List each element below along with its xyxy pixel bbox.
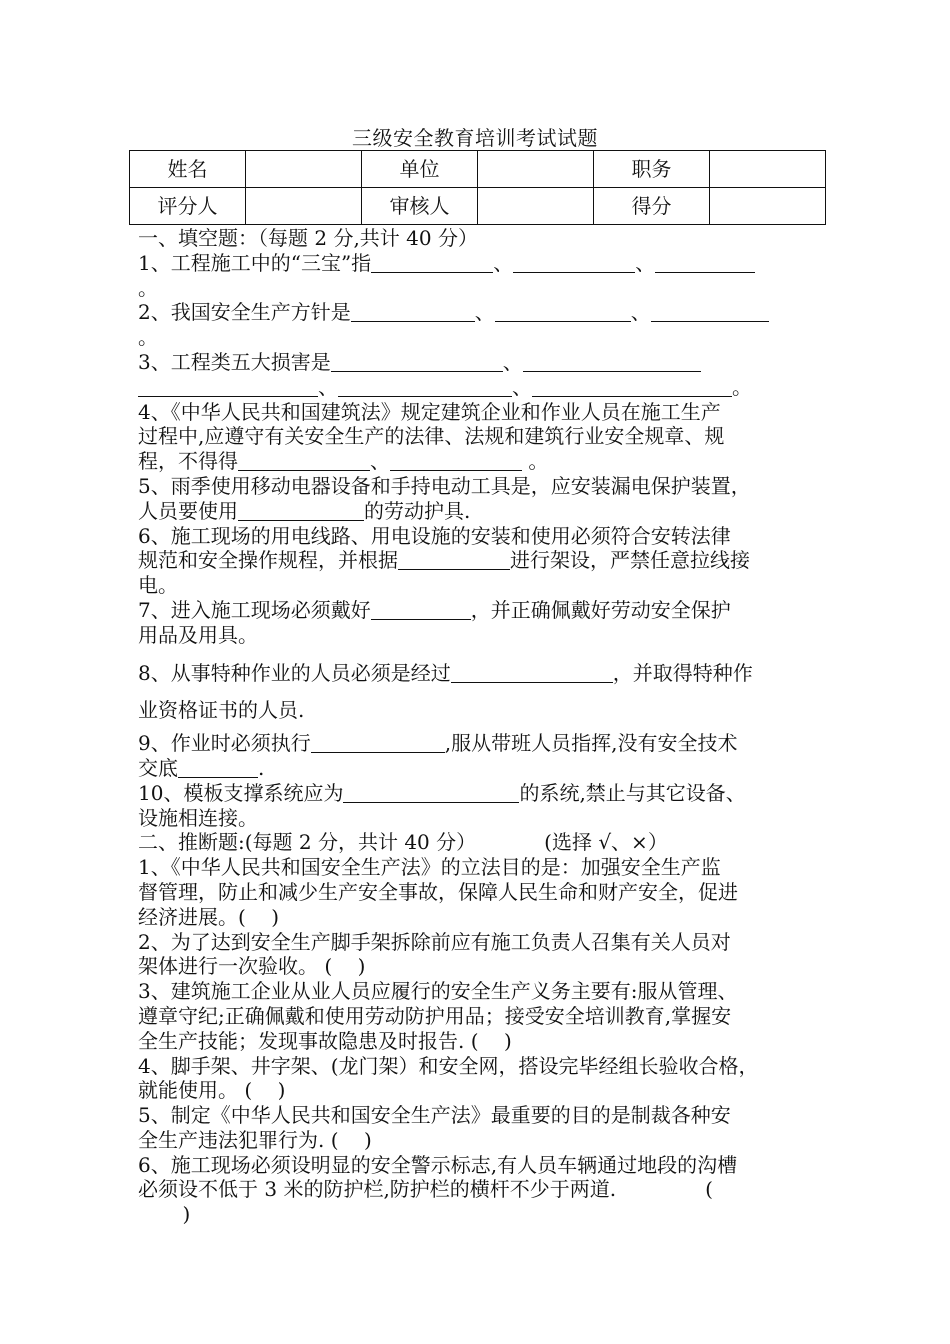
- judge-3-line2: 遵章守纪;正确佩戴和使用劳动防护用品；接受安全培训教育,掌握安: [138, 1003, 732, 1028]
- answer-blank[interactable]: [331, 352, 503, 372]
- field-name[interactable]: [246, 151, 362, 188]
- choice-hint: (选择 √、×）: [544, 830, 668, 855]
- question-1-end: 。: [138, 275, 158, 300]
- spacer: [138, 685, 818, 698]
- answer-blank[interactable]: [532, 377, 732, 397]
- answer-blank[interactable]: [655, 253, 755, 273]
- question-9: 9、作业时必须执行 ,服从带班人员指挥,没有安全技术: [138, 731, 738, 756]
- judge-5: 5、制定《中华人民共和国安全生产法》最重要的目的是制裁各种安: [138, 1103, 731, 1128]
- info-row-1: [130, 151, 826, 188]
- answer-blank[interactable]: [513, 253, 635, 273]
- question-6-line3: 电。: [138, 573, 178, 598]
- question-3-line2: 、 、 。: [138, 375, 818, 400]
- judge-1-line2: 督管理，防止和减少生产安全事故，保障人民生命和财产安全，促进: [138, 879, 738, 904]
- question-2-end: 。: [138, 325, 158, 350]
- judge-2-line2[interactable]: 架体进行一次验收。 ( ): [138, 954, 366, 979]
- question-4: 4、《中华人民共和国建筑法》规定建筑企业和作业人员在施工生产: [138, 399, 721, 424]
- answer-blank[interactable]: [338, 377, 512, 397]
- judge-4: 4、脚手架、井字架、(龙门架）和安全网，搭设完毕经组长验收合格，: [138, 1053, 759, 1078]
- answer-blank[interactable]: [238, 451, 370, 471]
- question-4-line2: 过程中,应遵守有关安全生产的法律、法规和建筑行业安全规章、规: [138, 424, 725, 449]
- judge-6: 6、施工现场必须设明显的安全警示标志,有人员车辆通过地段的沟槽: [138, 1152, 738, 1177]
- field-position[interactable]: [710, 151, 826, 188]
- field-score[interactable]: [710, 188, 826, 225]
- judge-3-line3[interactable]: 全生产技能；发现事故隐患及时报告. ( ): [138, 1028, 512, 1053]
- spacer: [138, 723, 818, 731]
- answer-blank[interactable]: [138, 377, 318, 397]
- answer-blank[interactable]: [311, 733, 445, 753]
- label-reviewer: 审核人: [362, 188, 478, 225]
- judge-5-line2[interactable]: 全生产违法犯罪行为. ( ): [138, 1127, 372, 1152]
- field-grader[interactable]: [246, 188, 362, 225]
- answer-blank[interactable]: [398, 550, 510, 570]
- answer-blank[interactable]: [523, 352, 701, 372]
- field-unit[interactable]: [478, 151, 594, 188]
- question-7-line2: 用品及用具。: [138, 622, 258, 647]
- label-score: 得分: [594, 188, 710, 225]
- section1-heading: 一、填空题：（每题 2 分,共计 40 分）: [138, 226, 478, 250]
- question-3: 3、工程类五大损害是 、: [138, 350, 818, 375]
- judge-1-line3[interactable]: 经济进展。( ): [138, 904, 280, 929]
- section2-heading: 二、推断题:(每题 2 分，共计 40 分） (选择 √、×）: [138, 830, 668, 855]
- label-position: 职务: [594, 151, 710, 188]
- label-name: 姓名: [130, 151, 246, 188]
- label-unit: 单位: [362, 151, 478, 188]
- exam-title: 三级安全教育培训考试试题: [352, 126, 598, 150]
- question-6-line2: 规范和安全操作规程，并根据 进行架设，严禁任意拉线接: [138, 548, 750, 573]
- answer-blank[interactable]: [495, 302, 631, 322]
- info-table: [129, 150, 826, 225]
- answer-blank[interactable]: [651, 302, 769, 322]
- info-row-2: [130, 188, 826, 225]
- answer-blank[interactable]: [390, 451, 522, 471]
- spacer: [138, 648, 818, 661]
- answer-blank[interactable]: [451, 663, 613, 683]
- question-8: 8、从事特种作业的人员必须是经过 ，并取得特种作: [138, 660, 753, 685]
- answer-blank[interactable]: [371, 600, 471, 620]
- judge-6-line2[interactable]: 必须设不低于 3 米的防护栏,防护栏的横杆不少于两道. (: [138, 1177, 713, 1202]
- question-6: 6、施工现场的用电线路、用电设施的安装和使用必须符合安转法律: [138, 523, 731, 548]
- question-1: 1、工程施工中的“三宝”指 、 、: [138, 251, 818, 276]
- answer-blank[interactable]: [238, 501, 364, 521]
- label-grader: 评分人: [130, 188, 246, 225]
- judge-2: 2、为了达到安全生产脚手架拆除前应有施工负责人召集有关人员对: [138, 929, 731, 954]
- question-5-line2: 人员要使用 的劳动护具.: [138, 498, 471, 523]
- judge-4-line2[interactable]: 就能使用。 ( ): [138, 1078, 286, 1103]
- judge-3: 3、建筑施工企业从业人员应履行的安全生产义务主要有:服从管理、: [138, 979, 738, 1004]
- exam-content: [138, 226, 818, 1227]
- question-9-line2: 交底 .: [138, 755, 265, 780]
- field-reviewer[interactable]: [478, 188, 594, 225]
- answer-blank[interactable]: [178, 758, 258, 778]
- question-4-line3: 程，不得得 、 。: [138, 449, 549, 474]
- answer-blank[interactable]: [371, 253, 493, 273]
- question-8-line2: 业资格证书的人员.: [138, 698, 305, 723]
- question-10: 10、模板支撑系统应为 的系统,禁止与其它设备、: [138, 780, 746, 805]
- answer-blank[interactable]: [343, 783, 519, 803]
- judge-6-line3[interactable]: ): [138, 1202, 191, 1227]
- question-7: 7、进入施工现场必须戴好 ，并正确佩戴好劳动安全保护: [138, 597, 731, 622]
- answer-blank[interactable]: [351, 302, 475, 322]
- question-10-line2: 设施相连接。: [138, 805, 258, 830]
- question-2: 2、我国安全生产方针是 、 、: [138, 300, 818, 325]
- question-5: 5、雨季使用移动电器设备和手持电动工具是，应安装漏电保护装置，: [138, 473, 751, 498]
- judge-1: 1、《中华人民共和国安全生产法》的立法目的是：加强安全生产监: [138, 855, 721, 880]
